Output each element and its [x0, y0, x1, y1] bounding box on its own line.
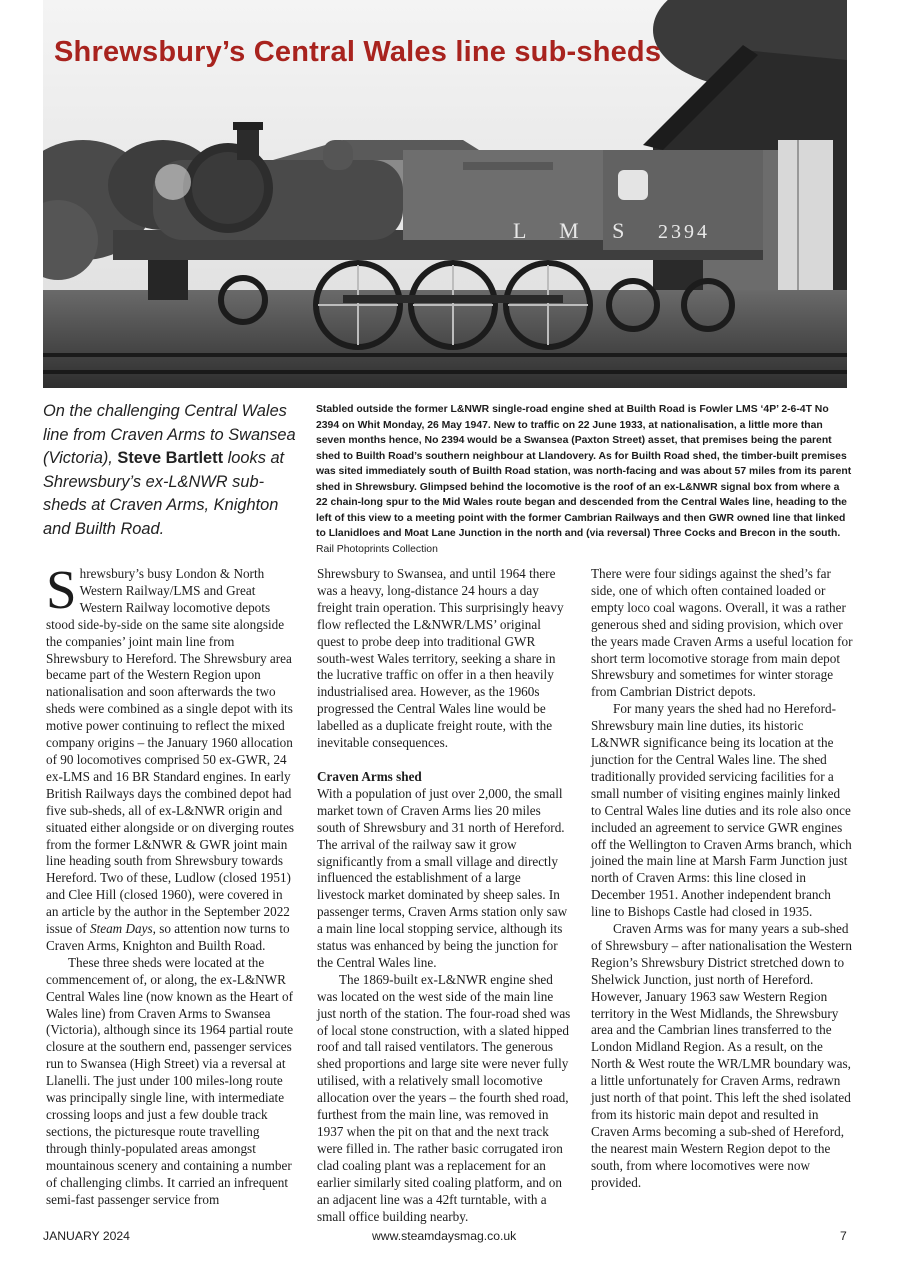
caption-text: Stabled outside the former L&NWR single-road engine shed at Builth Road is Fowler LMS ‘4P’ 2-6-4T No 2394 on Whit Monday, 26 May 1947. New to traffic on 22 June 1933, at nationalisation, a little more than seven months hence, No 2394 would be a Swansea (Paxton Street) asset, that premises being the parent shed to Builth Road’s southern neighbour at Llandovery. As for Builth Road shed, the timber-built premises was sited immediately south of Builth Road station, was north-facing and was about 57 miles from its parent shed in Shrewsbury. Glimpsed behind the locomotive is the roof of an ex-L&NWR signal box from where a 22 chain-long spur to the Mid Wales route began and descended from the Central Wales line, heading to the left of this view to a meeting point with the former Cambrian Railways and then GWR owned line that linked to Llanidloes and Moat Lane Junction in the north and (via reversal) Three Cocks and Brecon in the south. — [316, 404, 852, 539]
paragraph — [46, 559, 298, 955]
drop-cap: S — [46, 559, 77, 620]
intro-text-end: looks at Shrewsbury’s ex-L&NWR sub-sheds at Craven Arms, Knighton and Builth Road. — [43, 449, 285, 538]
magazine-title: Steam Days, — [89, 921, 156, 937]
issue-date: JANUARY 2024 — [43, 1229, 130, 1243]
paragraph: The 1869-built ex-L&NWR engine shed was located on the west side of the main line just north of the station. The four-road shed was of local stone construction, with a slated hipped roof and tall raised ventilators. The generous shed proportions and large site were never fully utilised, with a relatively small locomotive allocation over the years – the fourth shed road, furthest from the main line, was removed in 1937 when the pit on that and the next track were filled in. The rather basic corrugated iron clad coaling plant was a replacement for an earlier similarly sited coaling platform, and on an adjacent line was a 42ft turntable, with a small office building nearby. — [317, 971, 571, 1224]
paragraph: Craven Arms was for many years a sub-shed of Shrewsbury – after nationalisation the Western Region’s Shrewsbury District stretched down to Shelwick Junction, just north of Hereford. However, January 1963 saw Western Region territory in the West Midlands, the Shrewsbury area and the Cambrian lines transferred to the London Midland Region. As a result, on the North & West route the WR/LMR boundary was, a little unfortunately for Craven Arms, redrawn just north of that point. This left the shed isolated from its historic main depot and resulted in Craven Arms becoming a sub-shed of Hereford, the nearest main Western Region depot to the south, from where locomotives were now provided. — [591, 921, 852, 1190]
body-column-3 — [591, 566, 853, 1192]
body-column-2 — [317, 566, 571, 1225]
loco-lettering: L M S — [513, 218, 639, 243]
section-heading: Craven Arms shed — [317, 768, 422, 784]
article-headline: Shrewsbury’s Central Wales line sub-sheds — [54, 36, 662, 68]
loco-number: 2394 — [658, 221, 710, 243]
photo-caption — [316, 402, 852, 557]
photo-credit: Rail Photoprints Collection — [316, 543, 438, 555]
website-link[interactable]: www.steamdaysmag.co.uk — [372, 1229, 517, 1243]
paragraph: For many years the shed had no Hereford-Shrewsbury main line duties, its historic L&NWR significance being its location at the junction for the Central Wales line. The shed traditionally provided servicing facilities for a small number of visiting engines mainly linked to Central Wales line duties and its role also once included an agreement to service GWR engines off the Wellington to Craven Arms branch, which joined the main line at Marsh Farm Junction just north of Craven Arms: this line closed in December 1951. Another independent branch line to Bishops Castle had closed in 1935. — [591, 701, 852, 920]
paragraph: With a population of just over 2,000, the small market town of Craven Arms lies 20 miles south of Shrewsbury and 31 north of Hereford. The arrival of the railway saw it grow significantly from a small village and directly influenced the establishment of a large livestock market dominated by sheep sales. In passenger terms, Craven Arms station only saw a main line local stopping service, although its status was enhanced by being the junction for the Central Wales line. — [317, 785, 568, 970]
paragraph: There were four sidings against the shed’s far side, one of which often contained loaded or empty loco coal wagons. Overall, it was a rather generous shed and siding provision, which over the years made Craven Arms a useful location for short term locomotive storage from main depot Shrewsbury and sometimes for winter storage from Cambrian District depots. — [591, 566, 853, 700]
paragraph: Shrewsbury to Swansea, and until 1964 there was a heavy, long-distance 24 hours a day freight train operation. This surprisingly heavy flow reflected the L&NWR/LMS’ original quest to probe deep into traditional GWR south-west Wales territory, seeking a share in the lucrative traffic on offer in a then heavily industrialised area. However, as the 1960s progressed the Central Wales line would be labelled as a duplicate freight route, with the inevitable consequences. — [317, 566, 564, 751]
paragraph-text: so attention now turns to Craven Arms, Knighton and Builth Road. — [46, 921, 290, 953]
author-name: Steve Bartlett — [117, 449, 224, 467]
intro-text-start: On the challenging Central Wales line from Craven Arms to Swansea (Victoria), — [43, 402, 296, 467]
article-intro — [43, 400, 305, 541]
paragraph-text: hrewsbury’s busy London & North Western Railway/LMS and Great Western Railway locomotive depots stood side-by-side on the same site alongside the companies’ joint main line from Shrewsbury to Hereford. The Shrewsbury area became part of the Western Region upon nationalisation and soon afterwards the two sheds were combined as a single depot with its motive power continuing to reflect the mixed company origins – the January 1960 allocation of 90 locomotives comprised 50 ex-GWR, 24 ex-LMS and 16 BR Standard engines. In early British Railways days the combined depot had five sub-sheds, all of ex-L&NWR origin and situated either alongside or on diverging routes from the former L&NWR & GWR joint main line heading south from Shrewsbury towards Hereford. Two of these, Ludlow (closed 1951) and Clee Hill (closed 1960), were covered in an article by the author in the September 2022 issue of — [46, 566, 295, 937]
page-number: 7 — [840, 1229, 847, 1243]
body-column-1 — [46, 559, 298, 1208]
paragraph: These three sheds were located at the commencement of, or along, the ex-L&NWR Central Wales line (now known as the Heart of Wales line) from Craven Arms to Swansea (Victoria), although since its 1964 partial route closure at the southern end, passenger services run to Swansea (High Street) via a reversal at Llanelli. The just under 100 miles-long route was principally single line, with intermediate crossing loops and just a few double track sections, the picturesque route travelling through thinly-populated areas amongst mountainous scenery and containing a number of challenging climbs. It carried an infrequent semi-fast passenger service from — [46, 954, 294, 1207]
